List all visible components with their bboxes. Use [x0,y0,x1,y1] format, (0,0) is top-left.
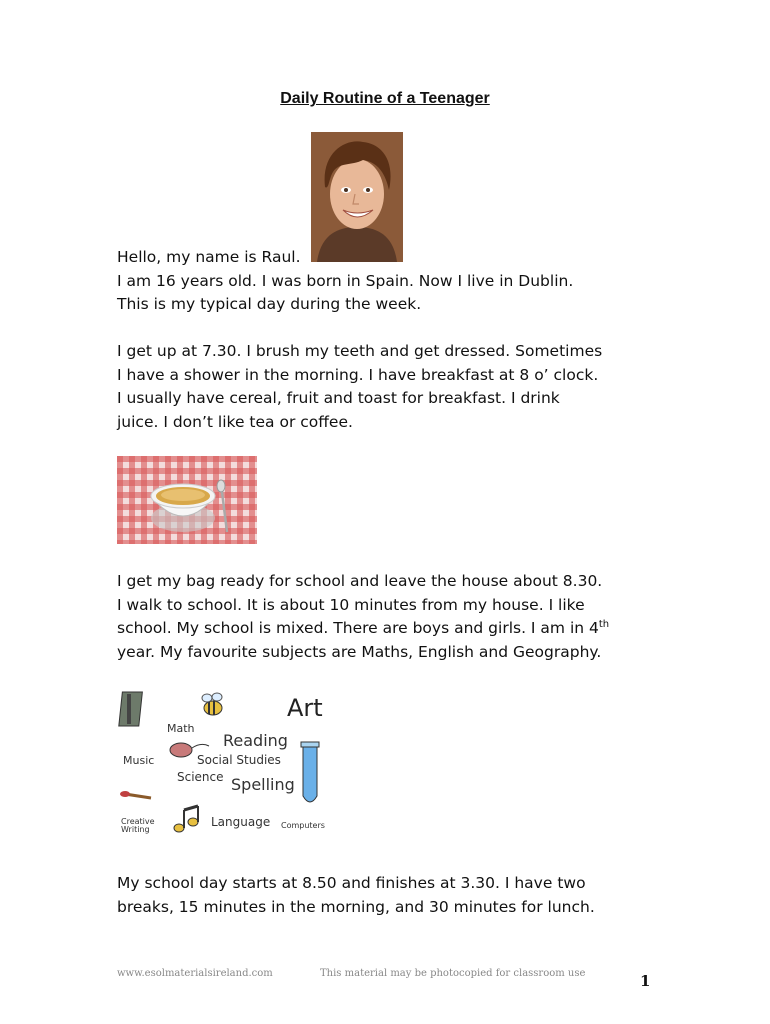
subjects-clipart [117,686,335,838]
school-line: I walk to school. It is about 10 minutes from my house. I like [117,595,585,614]
writing-label: Writing [121,825,150,834]
morning-line: juice. I don’t like tea or coffee. [117,412,353,431]
intro-paragraph [117,246,677,317]
school-line: year. My favourite subjects are Maths, English and Geography. [117,642,602,661]
test-tube-icon [301,742,319,802]
cereal-bowl-image [117,456,257,544]
school-paragraph [117,570,677,664]
school-line-text: school. My school is mixed. There are boys and girls. I am in 4 [117,619,599,638]
morning-line: I get up at 7.30. I brush my teeth and get dressed. Sometimes [117,342,603,360]
intro-line: This is my typical day during the week. [117,295,422,314]
social-studies-label: Social Studies [197,753,281,767]
subjects-illustration [117,686,335,838]
art-label: Art [287,694,323,722]
computers-label: Computers [281,821,325,830]
spelling-label: Spelling [231,775,295,794]
morning-line: I usually have cereal, fruit and toast for breakfast. I drink [117,389,560,408]
intro-line: Hello, my name is Raul. [117,248,301,266]
reading-label: Reading [223,731,288,750]
schoolday-line: breaks, 15 minutes in the morning, and 30 minutes for lunch. [117,897,595,916]
science-label: Science [177,770,224,784]
footer-website: www.esolmaterialsireland.com [117,968,273,979]
school-line: I get my bag ready for school and leave the house about 8.30. [117,572,603,590]
footer-notice: This material may be photocopied for classroom use [320,968,586,979]
ordinal-suffix: th [598,619,610,631]
schoolday-line: My school day starts at 8.50 and finishes at 3.30. I have two [117,874,586,892]
intro-line: I am 16 years old. I was born in Spain. Now I live in Dublin. [117,271,574,290]
bee-icon [202,693,222,715]
portrait-photo [311,132,403,262]
math-label: Math [167,722,195,735]
page-number: 1 [640,972,651,990]
creative-label: Creative [121,817,155,826]
morning-line: I have a shower in the morning. I have breakfast at 8 o’ clock. [117,365,599,384]
morning-paragraph [117,340,677,434]
cereal-illustration [117,456,257,544]
music-label: Music [123,754,155,767]
language-label: Language [211,815,271,829]
book-icon [119,692,143,726]
music-note-icon [174,806,198,832]
document-title: Daily Routine of a Teenager [280,90,490,107]
paintbrush-icon [120,791,151,798]
school-line [117,617,677,641]
schoolday-paragraph [117,872,677,919]
portrait-illustration [311,132,403,262]
